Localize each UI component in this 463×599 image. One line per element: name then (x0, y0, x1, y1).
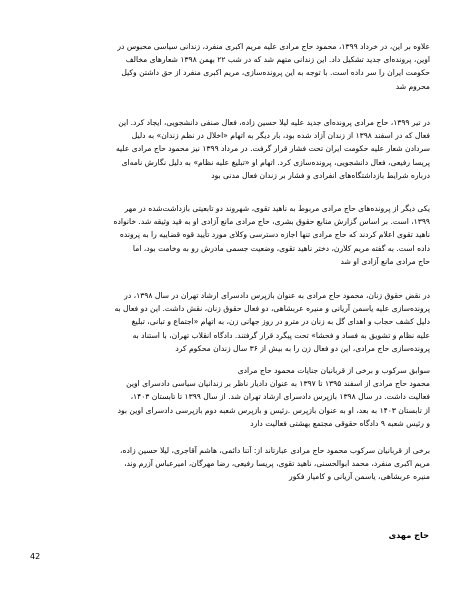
paragraph-1 (34, 40, 430, 93)
text-line: محروم شد (395, 81, 430, 91)
text-line: پرونده‌سازی حاج مرادی، این دو فعال زن را به بیش از ۳۶ سال زندان محکوم کرد (175, 343, 430, 353)
text-line: در تیر ۱۳۹۹، حاج مرادی پرونده‌ای جدید علیه لیلا حسین زاده، فعال صنفی دانشجویی، ایجاد کرد. این (118, 118, 430, 127)
text-line: علیه نظام و تشویق به فساد و فحشا» تحت پیگرد قرار گرفتند. دادگاه انقلاب تهران، با استناد به (132, 330, 430, 340)
text-line: درباره شرایط بازداشتگاه‌های انفرادی و فشار بر زندان فعال مدنی بود (211, 170, 430, 180)
text-line: محمود حاج مرادی از اسفند ۱۳۹۵ تا ۱۳۹۷ به عنوان دادیار ناظر بر زندانیان سیاسی دادسرای اوین (126, 379, 430, 389)
text-line: پریسا رفیعی، فعال دانشجویی، پرونده‌سازی کرد. اتهام او «تبلیغ علیه نظام» به دلیل نگارش نامه‌ای (121, 157, 430, 167)
paragraph-6 (34, 444, 430, 484)
text-line: سردادن شعار علیه حکومت ایران تحت فشار قرار گرفت. در مرداد ۱۳۹۹ نیز محمود حاج مرادی علیه (115, 144, 430, 154)
paragraph-5 (34, 364, 430, 430)
text-line: فعال که در اسفند ۱۳۹۸ از زندان آزاد شده بود، بار دیگر به اتهام «اخلال در نظم زندان» به دلیل (131, 131, 430, 141)
text-line: پرونده‌سازی علیه یاسمن آریانی و منیره عربشاهی، دو فعال حقوق زنان، نقش داشت. این دو فعال به (114, 304, 430, 314)
text-line: اوین، پرونده‌ای جدید تشکیل داد. این زندانی متهم شد که در شب ۲۲ بهمن ۱۳۹۸ شعارهای مخالف (125, 55, 430, 65)
text-line: حاج مرادی مانع آزادی او شد (340, 256, 430, 266)
text-line: یکی دیگر از پرونده‌های حاج مرادی مربوط به ناهید تقوی، شهروند دو تابعیتی بازداشت‌شده در مهر (124, 204, 430, 213)
text-line: منیره عربشاهی، یاسمن آریانی و کامیار فکور (289, 472, 430, 482)
text-line: مریم اکبری منفرد، محمد ابوالحسنی، ناهید تقوی، پریسا رفیعی، رضا مهرگان، امیرعباس آزرم وند، (124, 459, 430, 469)
text-line: داده است. به گفته مریم کلارن، دختر ناهید تقوی، وضعیت جسمی مادرش رو به وخامت بود، اما (132, 243, 430, 253)
paragraph-4 (34, 289, 430, 355)
paragraph-2 (34, 116, 430, 182)
page-number: 42 (30, 552, 41, 561)
text-line: ناهید تقوی اعلام کردند که حاج مرادی تنها اجازه دسترسی وکلای مورد تأیید قوه قضاییه را به پرونده (119, 230, 430, 240)
section-heading: سوابق سرکوب و برخی از قربانیان جنایات محمود حاج مرادی (237, 366, 430, 375)
text-line: دلیل کشف حجاب و اهدای گل به زنان در مترو در روز جهانی زن، به اتهام «اجتماع و تبانی، تبلیغ (131, 317, 430, 327)
text-line: فعالیت داشت. در سال ۱۳۹۸ بازپرس دادسرای ارشاد تهران شد. از سال ۱۳۹۹ تا تابستان ۱۴۰۳، (130, 392, 430, 402)
text-line: در نقض حقوق زنان، محمود حاج مرادی به عنوان بازپرس دادسرای ارشاد تهران در سال ۱۳۹۸، در (124, 291, 430, 300)
text-line: از تابستان ۱۴۰۳ به بعد، او به عنوان بازپرس .رئیس و بازپرس شعبه دوم بازپرسی دادسرای اوین بود (117, 405, 430, 415)
signature: حاج مهدی (388, 530, 429, 540)
text-line: علاوه بر این، در خرداد ۱۳۹۹، محمود حاج مرادی علیه مریم اکبری منفرد، زندانی سیاسی محبوس در (117, 42, 430, 51)
text-line: حکومت ایران را سر داده است. با توجه به این پرونده‌سازی، مریم اکبری منفرد از حق داشتن وکیل (121, 68, 430, 78)
text-line: برخی از قربانیان سرکوب محمود حاج مرادی عبارتاند از: آتنا دائمی، هاشم آقاجری، لیلا حسین زاده، (120, 446, 430, 455)
paragraph-3 (34, 202, 430, 268)
text-line: و رئیس شعبه ۹ دادگاه حقوقی مجتمع بهشتی فعالیت دارد (250, 418, 430, 428)
text-line: ۱۳۹۹، است. بر اساس گزارش منابع حقوق بشری، حاج مرادی مانع آزادی او به قید وثیقه شد. خانواده (113, 217, 430, 227)
